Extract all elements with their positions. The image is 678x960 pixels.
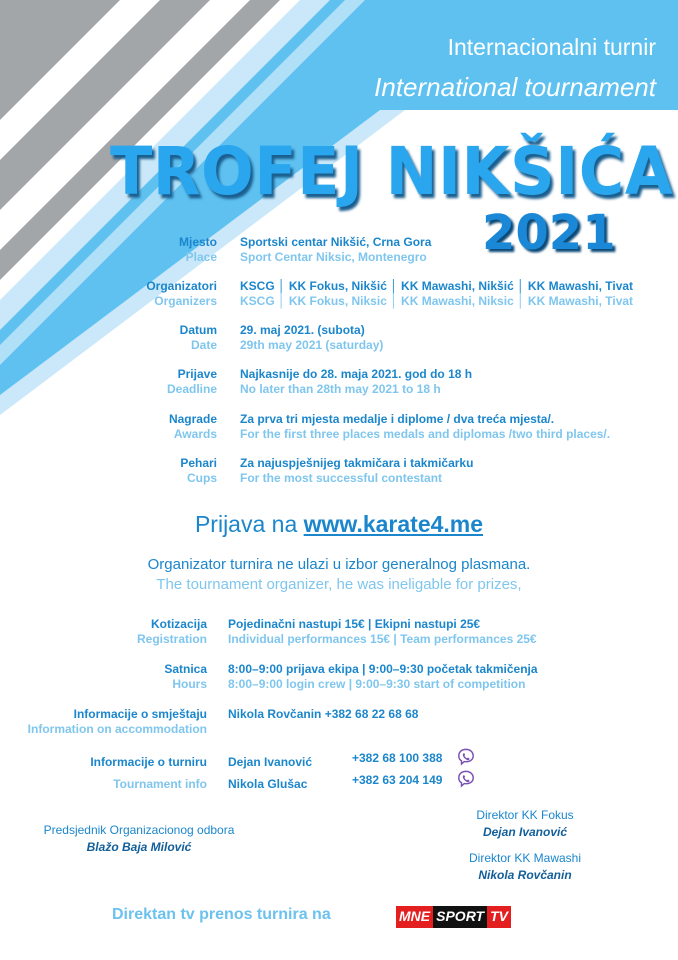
label-local: Organizatori: [146, 279, 217, 293]
value-local: Pojedinačni nastupi 15€ | Ekipni nastupi 25€: [228, 617, 481, 631]
value-local: 8:00–9:00 prijava ekipa | 9:00–9:30 početak takmičenja: [228, 662, 538, 676]
logo-mne: MNE: [396, 906, 433, 928]
logo-tv: TV: [487, 906, 511, 928]
registration-link[interactable]: www.karate4.me: [303, 511, 484, 537]
value-english: For the most successful contestant: [240, 471, 443, 485]
label-local: Datum: [179, 323, 217, 337]
label-english: Organizers: [154, 294, 217, 308]
banner-line-2: International tournament: [374, 72, 656, 102]
signature-block: [450, 807, 600, 841]
logo-sport: SPORT: [433, 906, 487, 928]
label-local: Informacije o smještaju: [73, 707, 207, 721]
detail-label: [42, 456, 217, 486]
detail-value: [240, 456, 473, 486]
signature-title: Direktor KK Fokus: [476, 808, 574, 822]
label-local: Kotizacija: [150, 617, 207, 631]
value-english: For the first three places medals and diplomas /two third places/.: [240, 427, 611, 441]
mne-sport-tv-logo: [396, 906, 511, 928]
label-english: Cups: [187, 471, 217, 485]
signature-name: Dejan Ivanović: [482, 825, 568, 839]
label-english: Date: [190, 338, 217, 352]
detail-value: [240, 279, 633, 309]
value-english: Sport Centar Niksic, Montenegro: [240, 250, 427, 264]
value-english: 29th may 2021 (saturday): [240, 338, 384, 352]
contact-label: [0, 751, 207, 795]
label-english: Awards: [173, 427, 217, 441]
value-local: KSCG │ KK Fokus, Nikšić │ KK Mawashi, Nikšić │ KK Mawashi, Tivat: [240, 279, 634, 293]
value-local: Sportski centar Nikšić, Crna Gora: [240, 235, 432, 249]
event-year: 2021: [482, 205, 616, 261]
label-local: Pehari: [180, 456, 217, 470]
detail-label: [42, 279, 217, 309]
value-local: Za prva tri mjesta medalje i diplome / dva treća mjesta/.: [240, 412, 555, 426]
tv-broadcast-text: Direktan tv prenos turnira na: [112, 906, 331, 923]
detail-label: [42, 323, 217, 353]
detail-value: [240, 235, 431, 265]
accommodation-label: [0, 707, 207, 737]
label-english: Tournament info: [113, 777, 207, 791]
label-local: Mjesto: [178, 235, 217, 249]
accommodation-value: [228, 707, 418, 722]
signature-block: [450, 850, 600, 884]
detail-value: [240, 323, 383, 353]
signature-block: [30, 822, 248, 856]
value-english: Individual performances 15€ | Team performances 25€: [228, 632, 537, 646]
label-english: Information on accommodation: [27, 722, 207, 736]
signature-title: Predsjednik Organizacionog odbora: [43, 823, 235, 837]
detail-value: [240, 367, 472, 397]
contact-phone[interactable]: +382 63 204 149: [352, 773, 443, 787]
value-english: No later than 28th may 2021 to 18 h: [240, 382, 441, 396]
signature-name: Nikola Rovčanin: [478, 868, 572, 882]
contact-name: Dejan Ivanović: [228, 755, 313, 769]
contact-name: Nikola Glušac: [228, 777, 308, 791]
notice-local: Organizator turnira ne ulazi u izbor generalnog plasmana.: [147, 556, 531, 573]
label-english: Place: [185, 250, 217, 264]
value-local: Najkasnije do 28. maja 2021. god do 18 h: [240, 367, 473, 381]
label-local: Informacije o turniru: [90, 755, 207, 769]
detail-label: [42, 235, 217, 265]
label-english: Registration: [136, 632, 207, 646]
detail-value: [240, 412, 610, 442]
value-local: Za najuspješnijeg takmičara i takmičarku: [240, 456, 474, 470]
viber-icon[interactable]: [457, 770, 475, 788]
contact-phone[interactable]: +382 68 100 388: [352, 751, 443, 765]
hours-label: [0, 662, 207, 692]
registration-prefix: Prijava na: [194, 511, 298, 537]
label-english: Hours: [172, 677, 207, 691]
event-title: TROFEJ NIKŠIĆA: [110, 133, 674, 210]
value-english: KSCG │ KK Fokus, Niksic │ KK Mawashi, Niksic │ KK Mawashi, Tivat: [240, 294, 634, 308]
label-local: Satnica: [164, 662, 207, 676]
registration-line: [0, 511, 678, 538]
value-english: 8:00–9:00 login crew | 9:00–9:30 start of competition: [228, 677, 526, 691]
viber-icon[interactable]: [457, 748, 475, 766]
contact-names: [228, 751, 312, 795]
detail-label: [42, 412, 217, 442]
hours-value: [228, 662, 538, 692]
label-local: Prijave: [177, 367, 217, 381]
fee-value: [228, 617, 537, 647]
notice-english: The tournament organizer, he was ineligable for prizes,: [156, 576, 522, 593]
signature-name: Blažo Baja Milović: [86, 840, 192, 854]
fee-label: [0, 617, 207, 647]
detail-label: [42, 367, 217, 397]
label-local: Nagrade: [168, 412, 217, 426]
value-local: 29. maj 2021. (subota): [240, 323, 365, 337]
value-local: Nikola Rovčanin +382 68 22 68 68: [228, 707, 419, 721]
label-english: Deadline: [166, 382, 217, 396]
signature-title: Direktor KK Mawashi: [468, 851, 582, 865]
banner-line-1: Internacionalni turnir: [447, 34, 656, 60]
